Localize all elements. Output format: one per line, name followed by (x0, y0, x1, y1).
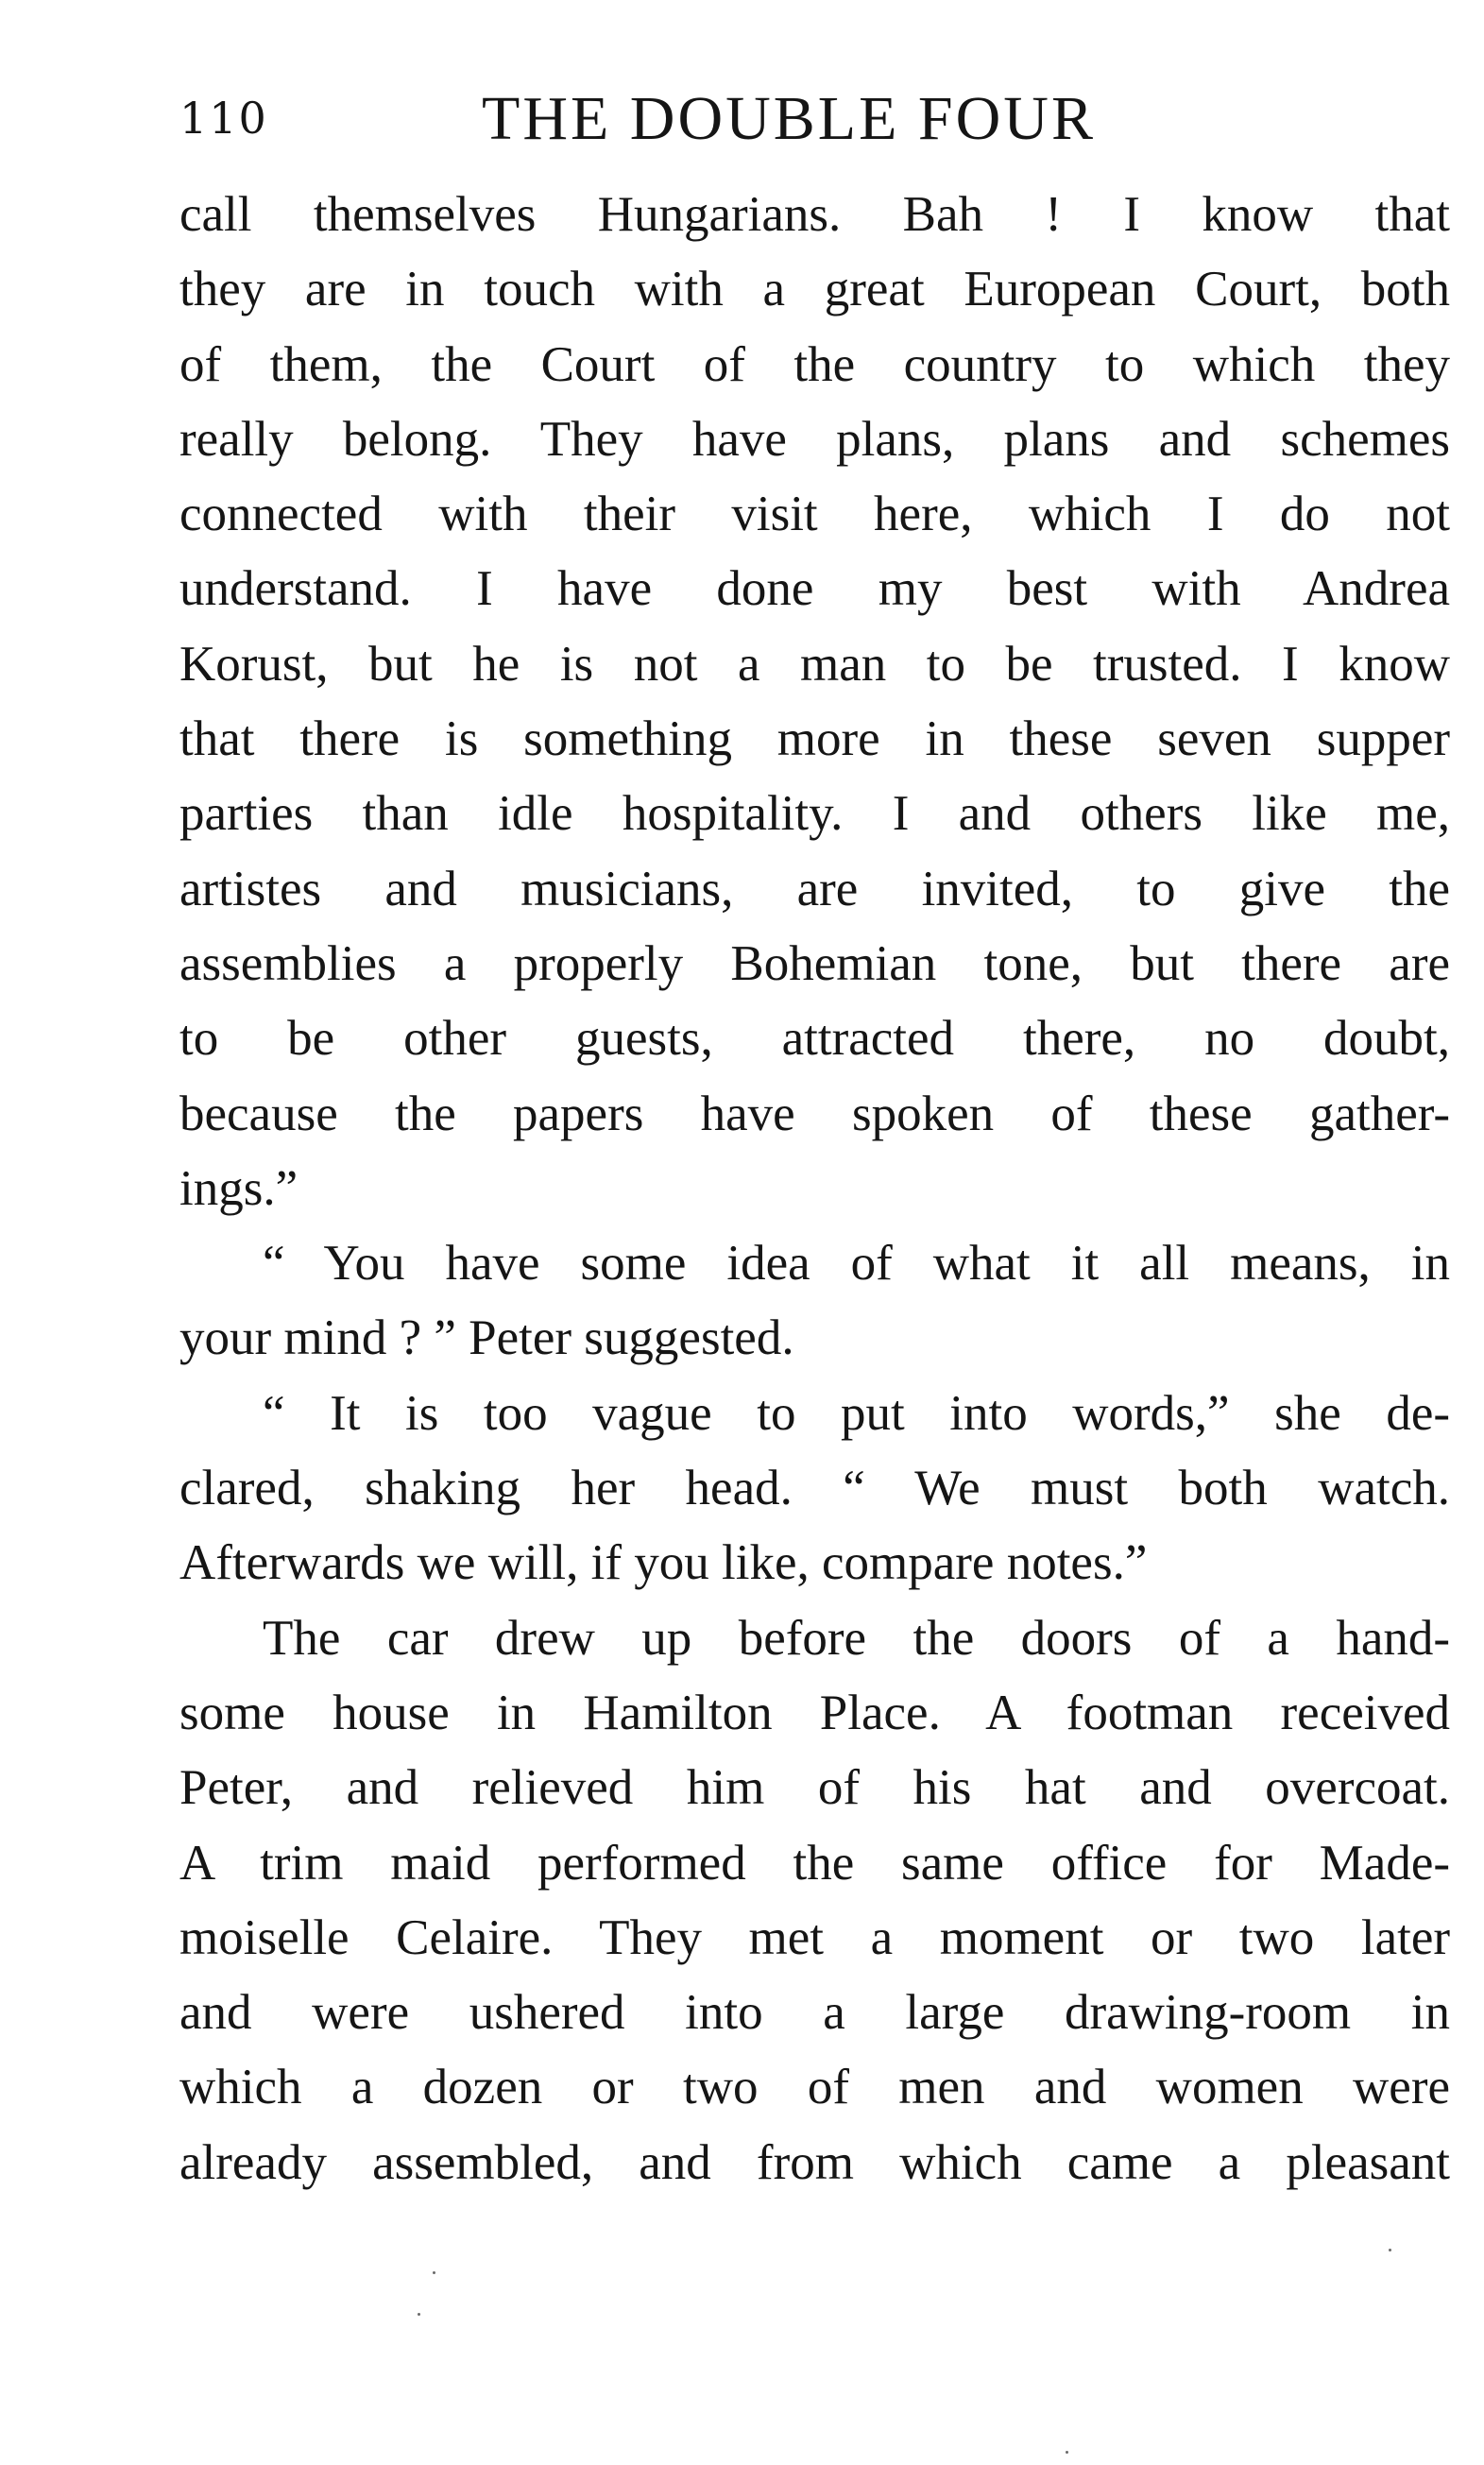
running-head-title: THE DOUBLE FOUR (482, 84, 1096, 153)
text-line: moiselle Celaire. They met a moment or two later (179, 1909, 1450, 1965)
text-line: understand. I have done my best with Andrea (179, 561, 1450, 617)
text-line: and were ushered into a large drawing-room in (179, 1985, 1450, 2041)
text-line: some house in Hamilton Place. A footman received (179, 1685, 1450, 1740)
print-speck (1389, 2249, 1391, 2251)
text-line: Peter, and relieved him of his hat and overcoat. (179, 1760, 1450, 1816)
print-speck (1066, 2451, 1068, 2454)
text-line: ings.” (179, 1160, 299, 1216)
text-line: “ You have some idea of what it all means, in (263, 1236, 1450, 1292)
text-line: of them, the Court of the country to which they (179, 336, 1450, 392)
page-number: 110 (179, 93, 268, 144)
text-line: really belong. They have plans, plans and schemes (179, 411, 1450, 467)
text-line: which a dozen or two of men and women were (179, 2060, 1450, 2115)
text-line: that there is something more in these seven supper (179, 711, 1450, 767)
text-line: Korust, but he is not a man to be trusted. I know (179, 636, 1450, 692)
text-line: connected with their visit here, which I do not (179, 487, 1450, 542)
text-line: clared, shaking her head. “ We must both watch. (179, 1461, 1450, 1516)
text-line: they are in touch with a great European Court, both (179, 262, 1450, 317)
text-line: your mind ? ” Peter suggested. (179, 1310, 794, 1366)
text-line: artistes and musicians, are invited, to give the (179, 861, 1450, 916)
text-line: because the papers have spoken of these gather- (179, 1086, 1450, 1141)
text-line: already assembled, and from which came a pleasant (179, 2134, 1450, 2190)
body-text (179, 178, 1450, 2200)
text-line: A trim maid performed the same office for Made- (179, 1835, 1450, 1891)
page-header (179, 84, 1450, 155)
text-line: The car drew up before the doors of a hand- (263, 1610, 1450, 1666)
text-line: Afterwards we will, if you like, compare notes.” (179, 1535, 1148, 1591)
text-line: “ It is too vague to put into words,” she de- (263, 1385, 1450, 1441)
text-line: assemblies a properly Bohemian tone, but there are (179, 935, 1450, 991)
print-speck (418, 2313, 420, 2316)
text-line: call themselves Hungarians. Bah ! I know that (179, 187, 1450, 242)
print-speck (433, 2271, 435, 2274)
text-line: parties than idle hospitality. I and others like me, (179, 786, 1450, 842)
text-line: to be other guests, attracted there, no doubt, (179, 1011, 1450, 1067)
